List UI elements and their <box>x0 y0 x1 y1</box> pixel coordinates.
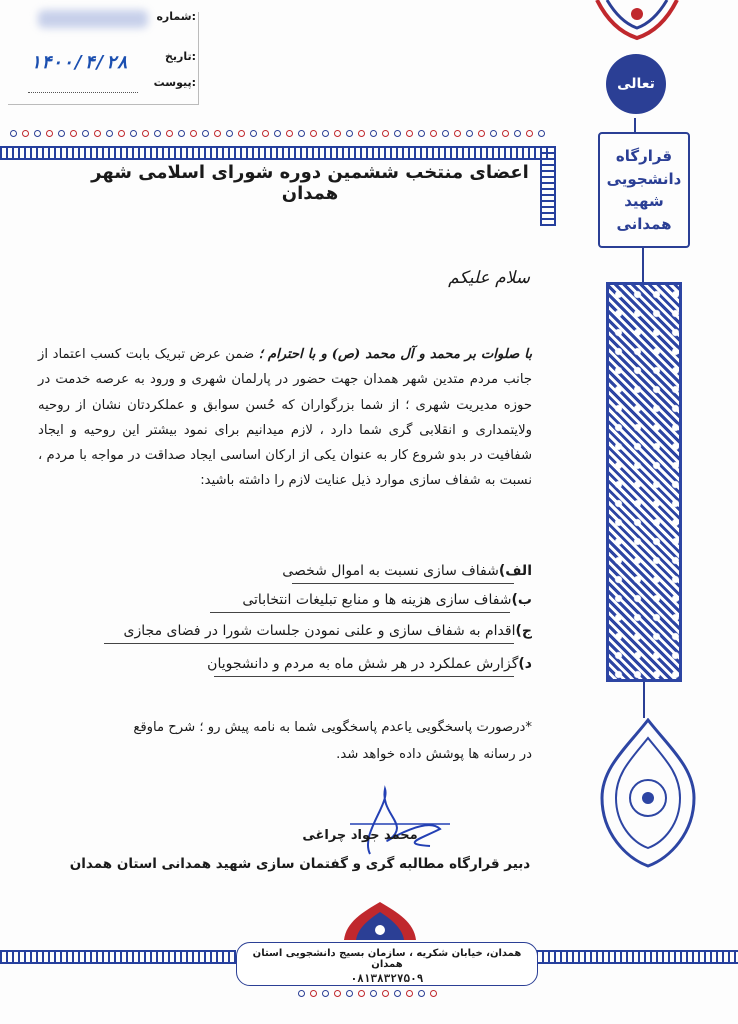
org-logo-line-4: همدانی <box>616 214 672 233</box>
pattern-connector <box>642 246 644 282</box>
item-text: اقدام به شفاف سازی و علنی نمودن جلسات شورا در فضای مجازی <box>123 623 516 639</box>
org-logo-line-1: قرارگاه <box>615 147 673 165</box>
attachment-line <box>28 92 138 94</box>
handwritten-signature <box>330 784 460 864</box>
item-underline <box>104 643 514 644</box>
note-line-1: *درصورت پاسخگویی یاعدم پاسخگویی شما به نامه پیش رو ؛ شرح ماوقع <box>133 720 532 735</box>
signer-name: محمد جواد چراغی <box>302 828 418 843</box>
greek-border-bottom-right <box>536 950 738 964</box>
footer-ornament-icon <box>342 900 418 942</box>
dot-chain-top <box>10 130 545 137</box>
org-logo <box>598 132 690 248</box>
date-label: تاریخ: <box>164 50 196 63</box>
item-underline <box>292 583 514 584</box>
attachment-label: پیوست: <box>153 76 196 89</box>
item-marker: ج) <box>515 623 532 639</box>
recipient-title: اعضای منتخب ششمین دوره شورای اسلامی شهر همدان <box>91 162 529 204</box>
greeting: سلام علیکم <box>448 268 530 288</box>
salawat: با صلوات بر محمد و آل محمد (ص) و با احترام ؛ <box>258 347 532 362</box>
number-label: شماره: <box>156 10 196 23</box>
medallion-connector <box>643 682 645 718</box>
list-item <box>124 623 532 639</box>
org-logo-line-2: دانشجویی <box>606 169 682 188</box>
org-logo-line-3: شهید <box>624 192 664 210</box>
item-underline <box>214 676 514 677</box>
item-underline <box>210 612 510 613</box>
letter-meta <box>8 4 208 104</box>
list-item <box>207 656 532 672</box>
item-text: شفاف سازی هزینه ها و منابع تبلیغات انتخاباتی <box>242 592 512 608</box>
footer-phone: ۰۸۱۳۸۳۲۷۵۰۹ <box>350 972 424 985</box>
signer-position: دبیر قرارگاه مطالبه گری و گفتمان سازی شهید همدانی استان همدان <box>69 856 531 872</box>
footer-contact-box <box>236 942 538 986</box>
dot-chain-bottom <box>298 990 437 997</box>
top-ornament-icon <box>592 0 682 42</box>
redacted-number <box>38 10 148 28</box>
allah-circle-logo <box>606 54 666 114</box>
circle-logo-text: تعالی <box>617 76 655 92</box>
item-marker: ب) <box>511 592 532 608</box>
item-text: شفاف سازی نسبت به اموال شخصی <box>282 563 499 579</box>
greek-border-drop <box>540 146 556 226</box>
logo-connector <box>634 118 636 132</box>
greek-border-bottom-left <box>0 950 236 964</box>
letter-body <box>38 342 532 494</box>
body-text: ضمن عرض تبریک بابت کسب اعتماد از جانب مردم متدین شهر همدان جهت حضور در پارلمان شهری و ورود به عرصه خدمت در حوزه مدیریت شهری ؛ از شما بزرگواران که حُسن سوابق و عملکردتان نشان از روحیه ولایتمداری و انقلابی گری شما دارد ، لازم میدانیم برای نمود بیشتر این روحیه و ایجاد شفافیت در بدو شروع کار به عنوان یکی از ارکان اساسی ایجاد صداقت در مواجه با مردم ، نسبت به شفاف سازی موارد ذیل عنایت لازم را داشته باشید: <box>38 347 532 489</box>
medallion-ornament-icon <box>600 718 696 868</box>
handwritten-date: ۱۴۰۰/۴/۲۸ <box>30 52 128 73</box>
item-marker: الف) <box>498 563 532 579</box>
warning-note <box>38 714 532 768</box>
item-text: گزارش عملکرد در هر شش ماه به مردم و دانشجویان <box>207 656 519 672</box>
list-item <box>282 563 532 579</box>
tile-pattern-panel <box>606 282 682 682</box>
list-item <box>242 592 532 608</box>
note-line-2: در رسانه ها پوشش داده خواهد شد. <box>336 747 532 762</box>
greek-border-top <box>0 146 552 160</box>
footer-address: همدان، خیابان شکریه ، سازمان بسیج دانشجویی استان همدان <box>252 948 522 970</box>
item-marker: د) <box>518 656 532 672</box>
